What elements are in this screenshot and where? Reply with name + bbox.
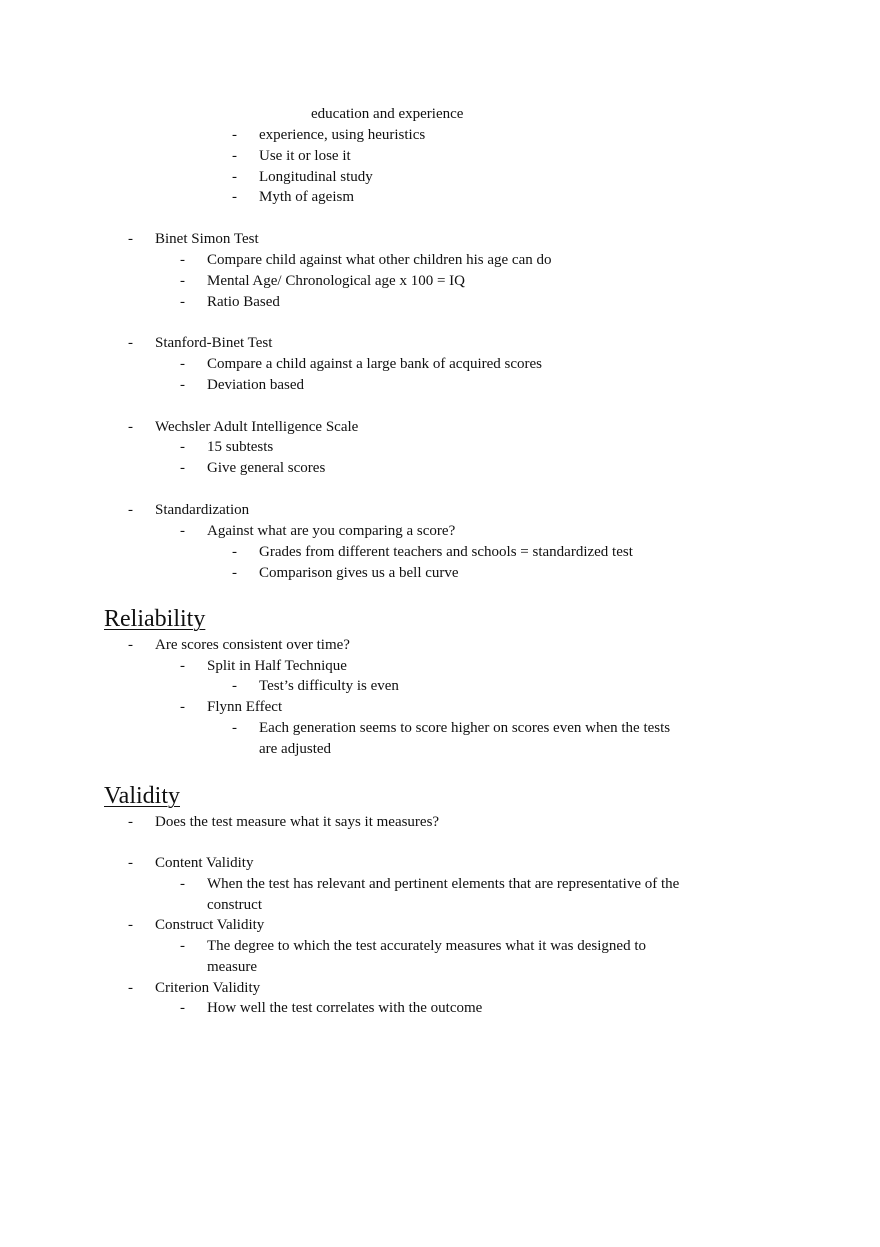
construct-validity-title: Construct Validity xyxy=(155,917,265,933)
bullet-dash: - xyxy=(232,189,237,205)
bullet-dash: - xyxy=(128,335,133,351)
list-item-continuation: are adjusted xyxy=(259,741,332,757)
list-item: Use it or lose it xyxy=(259,148,351,164)
list-item-continuation: measure xyxy=(207,959,257,975)
list-item-continuation: construct xyxy=(207,897,262,913)
wechsler-title: Wechsler Adult Intelligence Scale xyxy=(155,419,359,435)
list-item: Grades from different teachers and schools = standardized test xyxy=(259,544,633,560)
standardization-title: Standardization xyxy=(155,502,250,518)
bullet-dash: - xyxy=(180,356,185,372)
list-item: Ratio Based xyxy=(207,294,280,310)
list-item: Each generation seems to score higher on scores even when the tests xyxy=(259,720,671,736)
bullet-dash: - xyxy=(180,294,185,310)
bullet-dash: - xyxy=(128,917,133,933)
bullet-dash: - xyxy=(180,699,185,715)
list-item: Longitudinal study xyxy=(259,169,373,185)
continuation-text: education and experience xyxy=(311,106,464,122)
bullet-dash: - xyxy=(128,419,133,435)
list-item: Deviation based xyxy=(207,377,305,393)
binet-title: Binet Simon Test xyxy=(155,231,259,247)
reliability-heading: Reliability xyxy=(104,606,206,632)
list-item: Split in Half Technique xyxy=(207,658,347,674)
list-item: Flynn Effect xyxy=(207,699,283,715)
bullet-dash: - xyxy=(232,544,237,560)
bullet-dash: - xyxy=(128,855,133,871)
list-item: Compare a child against a large bank of acquired scores xyxy=(207,356,543,372)
list-item: Are scores consistent over time? xyxy=(155,637,350,653)
bullet-dash: - xyxy=(180,460,185,476)
list-item: Myth of ageism xyxy=(259,189,354,205)
stanford-title: Stanford-Binet Test xyxy=(155,335,273,351)
bullet-dash: - xyxy=(180,658,185,674)
content-validity-title: Content Validity xyxy=(155,855,254,871)
bullet-dash: - xyxy=(180,938,185,954)
bullet-dash: - xyxy=(232,720,237,736)
bullet-dash: - xyxy=(128,980,133,996)
bullet-dash: - xyxy=(180,377,185,393)
bullet-dash: - xyxy=(128,231,133,247)
bullet-dash: - xyxy=(128,637,133,653)
list-item: Does the test measure what it says it measures? xyxy=(155,814,440,830)
bullet-dash: - xyxy=(180,1000,185,1016)
list-item: experience, using heuristics xyxy=(259,127,426,143)
list-item: Give general scores xyxy=(207,460,326,476)
bullet-dash: - xyxy=(232,565,237,581)
list-item: Compare child against what other children his age can do xyxy=(207,252,552,268)
criterion-validity-title: Criterion Validity xyxy=(155,980,261,996)
bullet-dash: - xyxy=(128,814,133,830)
bullet-dash: - xyxy=(180,876,185,892)
list-item: Mental Age/ Chronological age x 100 = IQ xyxy=(207,273,465,289)
list-item: 15 subtests xyxy=(207,439,274,455)
list-item: The degree to which the test accurately measures what it was designed to xyxy=(207,938,647,954)
bullet-dash: - xyxy=(232,169,237,185)
bullet-dash: - xyxy=(232,127,237,143)
bullet-dash: - xyxy=(180,523,185,539)
bullet-dash: - xyxy=(232,148,237,164)
validity-heading: Validity xyxy=(104,783,180,809)
bullet-dash: - xyxy=(180,439,185,455)
bullet-dash: - xyxy=(180,273,185,289)
bullet-dash: - xyxy=(232,678,237,694)
bullet-dash: - xyxy=(128,502,133,518)
list-item: Test’s difficulty is even xyxy=(259,678,399,694)
list-item: How well the test correlates with the outcome xyxy=(207,1000,483,1016)
list-item: When the test has relevant and pertinent elements that are representative of the xyxy=(207,876,680,892)
bullet-dash: - xyxy=(180,252,185,268)
list-item: Against what are you comparing a score? xyxy=(207,523,456,539)
list-item: Comparison gives us a bell curve xyxy=(259,565,459,581)
